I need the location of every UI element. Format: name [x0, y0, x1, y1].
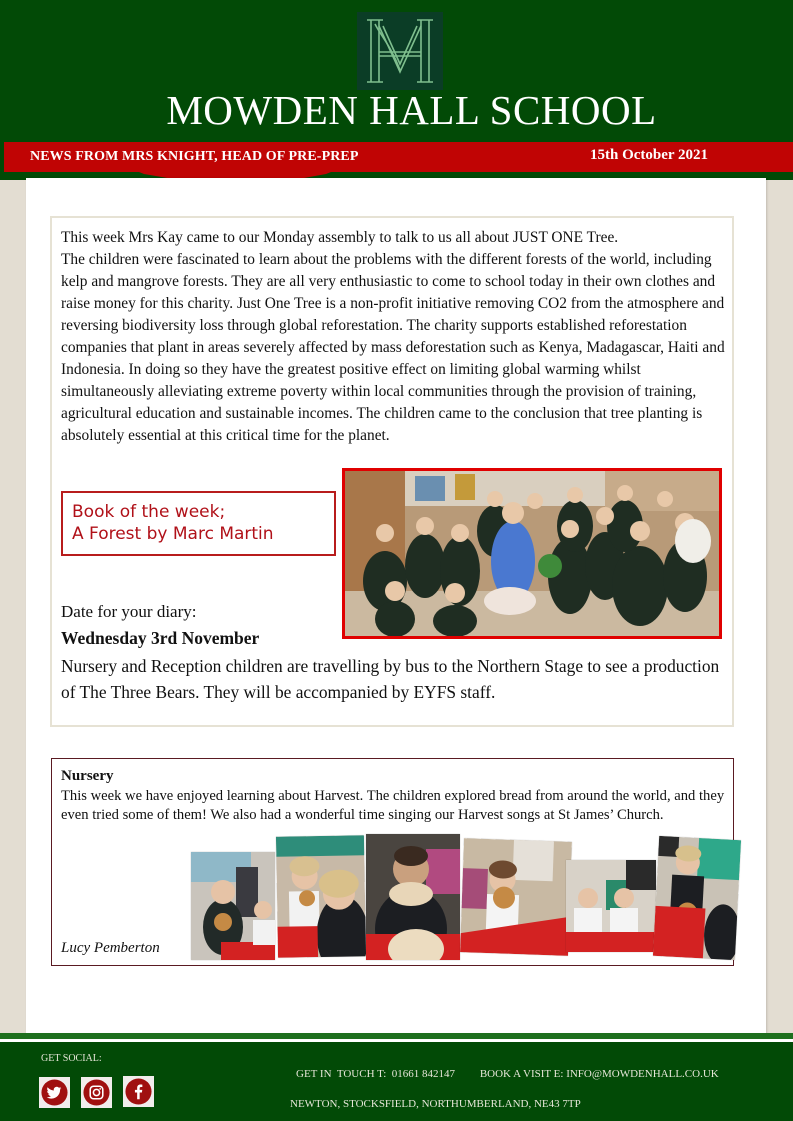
diary-label: Date for your diary: [61, 602, 197, 621]
book-of-the-week-box [61, 491, 336, 556]
assembly-photo [342, 468, 722, 639]
nursery-signature: Lucy Pemberton [61, 940, 160, 956]
nursery-photo-6 [653, 836, 741, 960]
instagram-link[interactable] [81, 1077, 112, 1108]
contact-email[interactable]: BOOK A VISIT E: INFO@MOWDENHALL.CO.UK [479, 1068, 719, 1080]
monogram-icon [357, 12, 443, 90]
get-social-label: GET SOCIAL: [41, 1053, 102, 1064]
article-intro: This week Mrs Kay came to our Monday assembly to talk to us all about JUST ONE Tree. [61, 229, 619, 246]
ribbon-title: NEWS FROM MRS KNIGHT, HEAD OF PRE-PREP [30, 149, 359, 164]
nursery-photo-5 [566, 860, 656, 952]
twitter-icon [40, 1078, 69, 1107]
contact-phone: GET IN TOUCH T: 01661 842147 [296, 1068, 456, 1080]
facebook-icon [124, 1077, 153, 1106]
diary-date: Wednesday 3rd November [61, 628, 260, 648]
nursery-photo-4 [460, 838, 572, 956]
school-logo [357, 12, 443, 90]
book-heading: Book of the week; [72, 502, 226, 522]
nursery-text: This week we have enjoyed learning about Harvest. The children explored bread from around the world, and they even tried some of them! We also had a wonderful time singing our Harvest songs at St James’ Church. [61, 788, 725, 823]
school-name: MOWDEN HALL SCHOOL [166, 87, 657, 133]
assembly-photo-image [345, 471, 719, 636]
facebook-link[interactable] [123, 1076, 154, 1107]
photo-image [653, 836, 741, 960]
newsletter-date: 15th October 2021 [590, 147, 709, 163]
photo-image [460, 838, 572, 956]
article-body: The children were fascinated to learn about the problems with the different forests of the world, including kelp and mangrove forests. They are all very enthusiastic to come to school today in their own clothes and raise money for this charity. Just One Tree is a non-profit initiative removing CO2 from the atmosphere and reversing biodiversity loss through global reforestation. The charity supports established reforestation companies that plant in areas severely affected by mass deforestation such as Kenya, Madagascar, Haiti and Indonesia. In doing so they have the greatest positive effect on limiting global warming whilst simultaneously alleviating extreme poverty within local communities through the provision of training, agricultural education and sustainable incomes. The children came to the conclusion that tree planting is absolutely essential at this critical time for the planet. [61, 251, 725, 444]
twitter-link[interactable] [39, 1077, 70, 1108]
photo-image [566, 860, 656, 952]
photo-image [366, 834, 460, 960]
nursery-photo-3 [366, 834, 460, 960]
article-text [61, 227, 731, 447]
instagram-icon [82, 1078, 111, 1107]
nursery-photo-1 [191, 852, 275, 960]
diary-text: Nursery and Reception children are travelling by bus to the Northern Stage to see a production of The Three Bears. They will be accompanied by EYFS staff. [61, 656, 720, 702]
photo-image [191, 852, 275, 960]
contact-info [296, 1068, 719, 1080]
nursery-photo-2 [276, 835, 366, 958]
nursery-title: Nursery [61, 768, 114, 784]
book-title: A Forest by Marc Martin [72, 524, 274, 544]
photo-image [276, 835, 366, 958]
school-address: NEWTON, STOCKSFIELD, NORTHUMBERLAND, NE43 7TP [290, 1098, 581, 1110]
